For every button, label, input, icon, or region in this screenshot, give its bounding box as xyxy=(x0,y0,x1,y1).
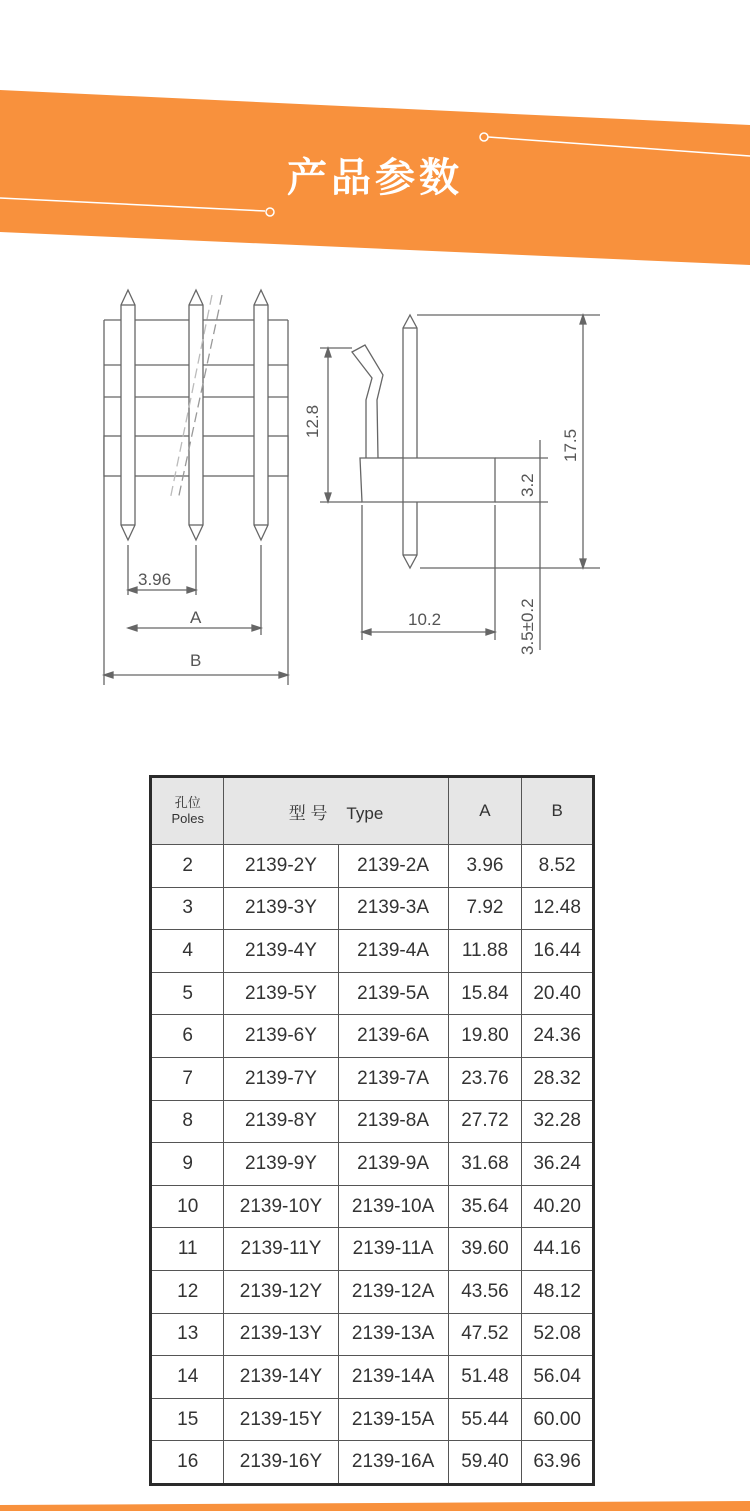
cell-type-y: 2139-4Y xyxy=(224,930,338,973)
cell-type-a: 2139-13A xyxy=(338,1313,448,1356)
cell-a: 43.56 xyxy=(448,1270,522,1313)
cell-type-a: 2139-8A xyxy=(338,1100,448,1143)
cell-type-y: 2139-16Y xyxy=(224,1441,338,1485)
cell-a: 3.96 xyxy=(448,845,522,888)
cell-a: 59.40 xyxy=(448,1441,522,1485)
cell-type-a: 2139-4A xyxy=(338,930,448,973)
cell-type-y: 2139-14Y xyxy=(224,1356,338,1399)
cell-type-y: 2139-8Y xyxy=(224,1100,338,1143)
table-row xyxy=(151,1143,594,1186)
cell-poles: 4 xyxy=(151,930,224,973)
spec-table xyxy=(149,775,595,1486)
cell-type-y: 2139-2Y xyxy=(224,845,338,888)
cell-type-a: 2139-16A xyxy=(338,1441,448,1485)
cell-type-y: 2139-3Y xyxy=(224,887,338,930)
cell-poles: 16 xyxy=(151,1441,224,1485)
cell-poles: 5 xyxy=(151,972,224,1015)
cell-b: 63.96 xyxy=(522,1441,594,1485)
header-poles-en: Poles xyxy=(171,811,204,826)
cell-a: 35.64 xyxy=(448,1185,522,1228)
cell-b: 48.12 xyxy=(522,1270,594,1313)
table-row xyxy=(151,1185,594,1228)
cell-poles: 12 xyxy=(151,1270,224,1313)
cell-poles: 13 xyxy=(151,1313,224,1356)
header-a: A xyxy=(448,777,522,845)
cell-type-a: 2139-7A xyxy=(338,1057,448,1100)
cell-type-a: 2139-15A xyxy=(338,1398,448,1441)
dim-b-label: B xyxy=(190,651,202,670)
cell-poles: 9 xyxy=(151,1143,224,1186)
cell-b: 24.36 xyxy=(522,1015,594,1058)
table-row xyxy=(151,1356,594,1399)
cell-type-a: 2139-12A xyxy=(338,1270,448,1313)
cell-poles: 10 xyxy=(151,1185,224,1228)
connector-drawing xyxy=(0,280,750,700)
table-row xyxy=(151,1057,594,1100)
table-row xyxy=(151,930,594,973)
cell-a: 11.88 xyxy=(448,930,522,973)
cell-poles: 15 xyxy=(151,1398,224,1441)
cell-type-a: 2139-9A xyxy=(338,1143,448,1186)
cell-poles: 14 xyxy=(151,1356,224,1399)
cell-b: 40.20 xyxy=(522,1185,594,1228)
table-row xyxy=(151,845,594,888)
dim-17-5-label: 17.5 xyxy=(561,428,580,462)
header-poles xyxy=(151,777,224,845)
table-row xyxy=(151,887,594,930)
cell-type-a: 2139-3A xyxy=(338,887,448,930)
cell-a: 23.76 xyxy=(448,1057,522,1100)
header-banner xyxy=(0,0,750,290)
cell-a: 47.52 xyxy=(448,1313,522,1356)
table-row xyxy=(151,1015,594,1058)
table-row xyxy=(151,1228,594,1271)
cell-poles: 2 xyxy=(151,845,224,888)
table-row xyxy=(151,1313,594,1356)
cell-poles: 8 xyxy=(151,1100,224,1143)
table-row xyxy=(151,1441,594,1485)
cell-b: 16.44 xyxy=(522,930,594,973)
cell-b: 56.04 xyxy=(522,1356,594,1399)
side-view xyxy=(320,315,600,650)
bottom-band xyxy=(0,1499,750,1511)
cell-a: 39.60 xyxy=(448,1228,522,1271)
cell-b: 32.28 xyxy=(522,1100,594,1143)
header-type xyxy=(224,777,448,845)
cell-type-a: 2139-10A xyxy=(338,1185,448,1228)
table-header-row xyxy=(151,777,594,845)
cell-type-a: 2139-6A xyxy=(338,1015,448,1058)
page-title: 产品参数 xyxy=(287,155,463,201)
dim-a-label: A xyxy=(190,608,202,627)
pitch-label: 3.96 xyxy=(138,570,172,589)
dim-12-8-label: 12.8 xyxy=(303,404,322,438)
cell-type-y: 2139-13Y xyxy=(224,1313,338,1356)
cell-type-y: 2139-5Y xyxy=(224,972,338,1015)
cell-type-a: 2139-11A xyxy=(338,1228,448,1271)
table-row xyxy=(151,1398,594,1441)
header-type-cn: 型 号 xyxy=(288,803,328,823)
table-row xyxy=(151,1270,594,1313)
cell-type-y: 2139-11Y xyxy=(224,1228,338,1271)
cell-type-y: 2139-15Y xyxy=(224,1398,338,1441)
table-row xyxy=(151,972,594,1015)
cell-b: 12.48 xyxy=(522,887,594,930)
cell-b: 28.32 xyxy=(522,1057,594,1100)
cell-type-y: 2139-12Y xyxy=(224,1270,338,1313)
cell-a: 7.92 xyxy=(448,887,522,930)
cell-a: 19.80 xyxy=(448,1015,522,1058)
dim-3-2-label: 3.2 xyxy=(518,473,537,497)
cell-a: 51.48 xyxy=(448,1356,522,1399)
cell-b: 36.24 xyxy=(522,1143,594,1186)
cell-a: 55.44 xyxy=(448,1398,522,1441)
cell-type-a: 2139-14A xyxy=(338,1356,448,1399)
cell-b: 60.00 xyxy=(522,1398,594,1441)
cell-type-y: 2139-7Y xyxy=(224,1057,338,1100)
cell-b: 8.52 xyxy=(522,845,594,888)
table-body xyxy=(151,845,594,1485)
cell-type-a: 2139-5A xyxy=(338,972,448,1015)
cell-b: 52.08 xyxy=(522,1313,594,1356)
cell-a: 27.72 xyxy=(448,1100,522,1143)
cell-poles: 6 xyxy=(151,1015,224,1058)
cell-poles: 7 xyxy=(151,1057,224,1100)
cell-a: 15.84 xyxy=(448,972,522,1015)
cell-poles: 11 xyxy=(151,1228,224,1271)
cell-poles: 3 xyxy=(151,887,224,930)
dim-10-2-label: 10.2 xyxy=(408,610,442,629)
table-row xyxy=(151,1100,594,1143)
header-type-en: Type xyxy=(346,803,384,823)
cell-type-y: 2139-9Y xyxy=(224,1143,338,1186)
cell-a: 31.68 xyxy=(448,1143,522,1186)
header-b: B xyxy=(522,777,594,845)
cell-b: 20.40 xyxy=(522,972,594,1015)
dim-3-5-label: 3.5±0.2 xyxy=(518,598,537,655)
header-poles-cn: 孔位 xyxy=(174,795,201,810)
cell-type-a: 2139-2A xyxy=(338,845,448,888)
cell-b: 44.16 xyxy=(522,1228,594,1271)
cell-type-y: 2139-10Y xyxy=(224,1185,338,1228)
cell-type-y: 2139-6Y xyxy=(224,1015,338,1058)
